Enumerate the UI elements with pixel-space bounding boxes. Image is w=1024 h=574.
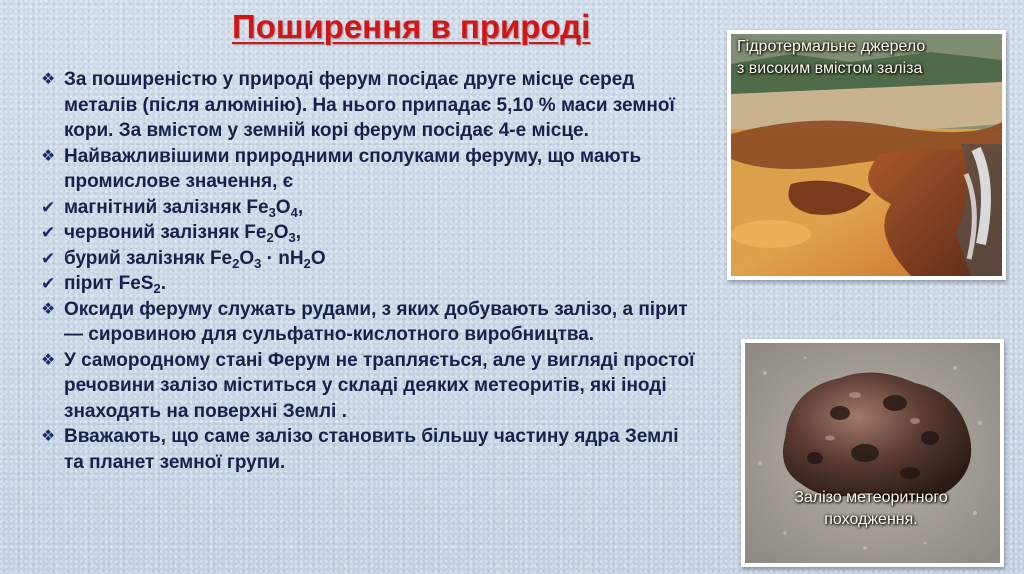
text-body xyxy=(40,67,700,475)
mineral-name: пірит xyxy=(64,273,119,294)
iron-meteorite-photo xyxy=(741,339,1004,567)
paragraph-text: У самородному стані Ферум не трапляється, але у вигляді простої речовини залізо міститься у складі деяких метеоритів, які іноді знаходять на поверхні Землі . xyxy=(64,349,695,422)
mineral-limonite xyxy=(40,246,700,272)
mineral-formula: FeS$_2$. xyxy=(118,273,166,296)
paragraph-text: За поширеністю у природі ферум посідає друге місце серед металів (після алюмінію). На нього припадає 5,10 % маси земної кори. За вмістом у земній корі ферум посідає 4-е місце. xyxy=(64,69,675,141)
hydrothermal-spring-photo xyxy=(727,30,1006,280)
paragraph-text: Вважають, що саме залізо становить більшу частину ядра Землі та планет земної групи. xyxy=(64,426,679,473)
slide-title: Поширення в природі xyxy=(232,8,591,45)
mineral-formula: $Fe_2O_3 \cdot nH_2O$ xyxy=(209,247,326,271)
meteorite-caption: Залізо метеоритного походження. xyxy=(794,489,948,528)
mineral-formula: $Fe_2O_3$, xyxy=(244,222,301,245)
mineral-formula: $Fe_3O_4$, xyxy=(246,196,304,220)
spring-caption: Гідротермальне джерело з високим вмістом заліза xyxy=(737,38,926,77)
paragraph-native-iron xyxy=(40,348,700,425)
diamond-bullet-icon: ❖ xyxy=(41,428,56,445)
paragraph-text: Найважливішими природними сполуками феруму, що мають промислове значення, є xyxy=(64,145,642,192)
mineral-name: магнітний залізняк xyxy=(64,196,247,218)
paragraph-compounds xyxy=(40,144,700,195)
mineral-hematite xyxy=(40,220,700,246)
mineral-name: бурий залізняк xyxy=(64,247,210,269)
paragraph-ores xyxy=(40,297,700,348)
mineral-name: червоний залізняк xyxy=(64,222,245,243)
diamond-bullet-icon: ❖ xyxy=(41,71,56,88)
diamond-bullet-icon: ❖ xyxy=(41,147,56,165)
check-bullet-icon: ✔ xyxy=(41,248,56,268)
paragraph-distribution xyxy=(40,67,700,144)
paragraph-core xyxy=(40,424,700,475)
paragraph-text: Оксиди феруму служать рудами, з яких добувають залізо, а пірит — сировиною для сульфатно-кислотного виробництва. xyxy=(64,298,688,345)
diamond-bullet-icon: ❖ xyxy=(41,351,56,369)
mineral-magnetite xyxy=(40,195,700,221)
check-bullet-icon: ✔ xyxy=(41,197,56,217)
check-bullet-icon: ✔ xyxy=(41,223,56,242)
diamond-bullet-icon: ❖ xyxy=(41,300,56,318)
check-bullet-icon: ✔ xyxy=(41,274,56,293)
mineral-pyrite xyxy=(40,271,700,297)
